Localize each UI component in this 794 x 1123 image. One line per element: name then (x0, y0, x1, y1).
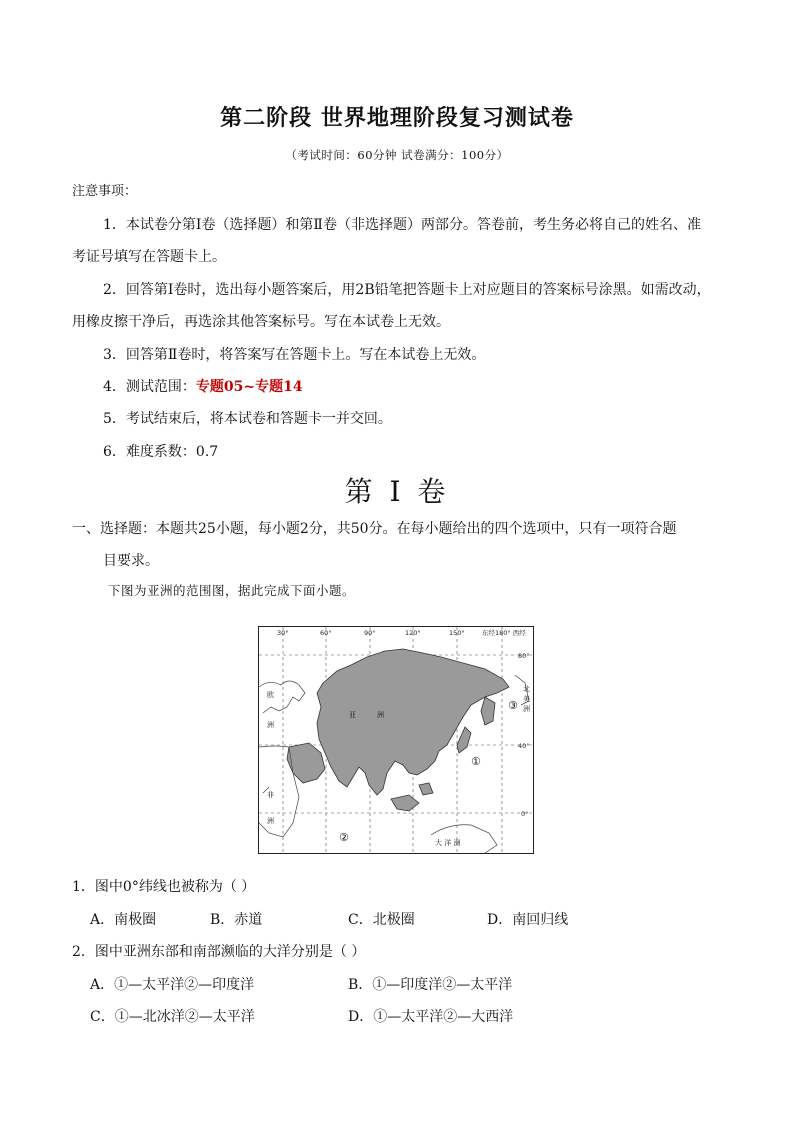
lon-label-60: 60° (320, 629, 332, 637)
lat-label-40: 40° (518, 742, 530, 750)
lat-label-0: 0° (521, 810, 529, 818)
lon-label-150: 150° (449, 629, 465, 637)
kamchatka-landmass (481, 697, 495, 725)
lon-label-90: 90° (364, 629, 376, 637)
note-item-1: 1．本试卷分第Ⅰ卷（选择题）和第Ⅱ卷（非选择题）两部分。答卷前，考生务必将自己的姓名、准 (103, 217, 701, 233)
exam-info: （考试时间：60分钟 试卷满分：100分） (285, 148, 509, 162)
japan-islands (457, 727, 471, 753)
q2-option-b: B．①—印度洋②—太平洋 (348, 977, 513, 993)
q1-option-d: D．南回归线 (487, 912, 569, 928)
southeast-asia-islands (391, 783, 433, 811)
asia-landmass (317, 649, 509, 795)
marker-3: ③ (508, 699, 518, 712)
notes-heading: 注意事项： (72, 184, 138, 199)
lat-label-80: 80° (518, 652, 530, 660)
note-item-4 (103, 376, 303, 396)
q2-option-a: A．①—太平洋②—印度洋 (90, 977, 255, 993)
asia-label-1: 亚 (349, 711, 356, 719)
europe-label-2: 洲 (267, 721, 274, 729)
section-title: 第 I 卷 (344, 475, 450, 508)
oceania-label: 大 洋 洲 (435, 839, 461, 847)
marker-2: ② (339, 831, 349, 844)
lon-label-180: 东经180° 西经 (482, 629, 526, 637)
q1-option-a: A．南极圈 (90, 912, 157, 928)
arabia-landmass (287, 743, 325, 783)
marker-1: ① (471, 755, 481, 768)
section-instruction-cont: 目要求。 (103, 553, 159, 569)
test-range: 专题05~专题14 (195, 379, 303, 395)
section-instruction: 一、选择题：本题共25小题，每小题2分，共50分。在每小题给出的四个选项中，只有一项符合题 (72, 521, 677, 537)
q2-option-c: C．①—北冰洋②—太平洋 (90, 1009, 255, 1025)
q1-option-b: B．赤道 (210, 912, 263, 928)
question-1-stem: 1．图中0°纬线也被称为（ ） (72, 879, 256, 895)
note-item-2-cont: 用橡皮擦干净后，再选涂其他答案标号。写在本试卷上无效。 (72, 314, 450, 330)
africa-label-2: 洲 (267, 817, 274, 825)
q2-option-d: D．①—太平洋②—大西洋 (348, 1009, 514, 1025)
na-label-2: 美 (523, 695, 530, 703)
na-label-3: 洲 (523, 705, 530, 713)
lon-labels (277, 628, 526, 637)
map-intro: 下图为亚洲的范围图，据此完成下面小题。 (108, 583, 356, 598)
note-item-3: 3．回答第Ⅱ卷时，将答案写在答题卡上。写在本试卷上无效。 (103, 347, 486, 363)
page-title: 第二阶段 世界地理阶段复习测试卷 (220, 106, 574, 131)
q1-option-c: C．北极圈 (348, 912, 415, 928)
question-2-stem: 2．图中亚洲东部和南部濒临的大洋分别是（ ） (72, 944, 366, 960)
asia-map (258, 626, 534, 854)
note-item-2: 2．回答第Ⅰ卷时，选出每小题答案后，用2B铅笔把答题卡上对应题目的答案标号涂黑。如需改动， (103, 282, 711, 298)
na-label-1: 北 (523, 685, 530, 693)
note-item-6: 6．难度系数：0.7 (103, 444, 219, 460)
lat-labels (518, 652, 530, 818)
africa-label-1: 非 (267, 791, 274, 799)
note-item-4-label: 4．测试范围： (103, 379, 196, 395)
europe-label-1: 欧 (267, 691, 274, 699)
asia-label-2: 洲 (377, 711, 384, 719)
lon-label-30: 30° (277, 629, 289, 637)
note-item-1-cont: 考证号填写在答题卡上。 (72, 249, 226, 265)
asia-map-svg (259, 627, 533, 853)
lon-label-120: 120° (405, 629, 421, 637)
note-item-5: 5．考试结束后，将本试卷和答题卡一并交回。 (103, 411, 392, 427)
